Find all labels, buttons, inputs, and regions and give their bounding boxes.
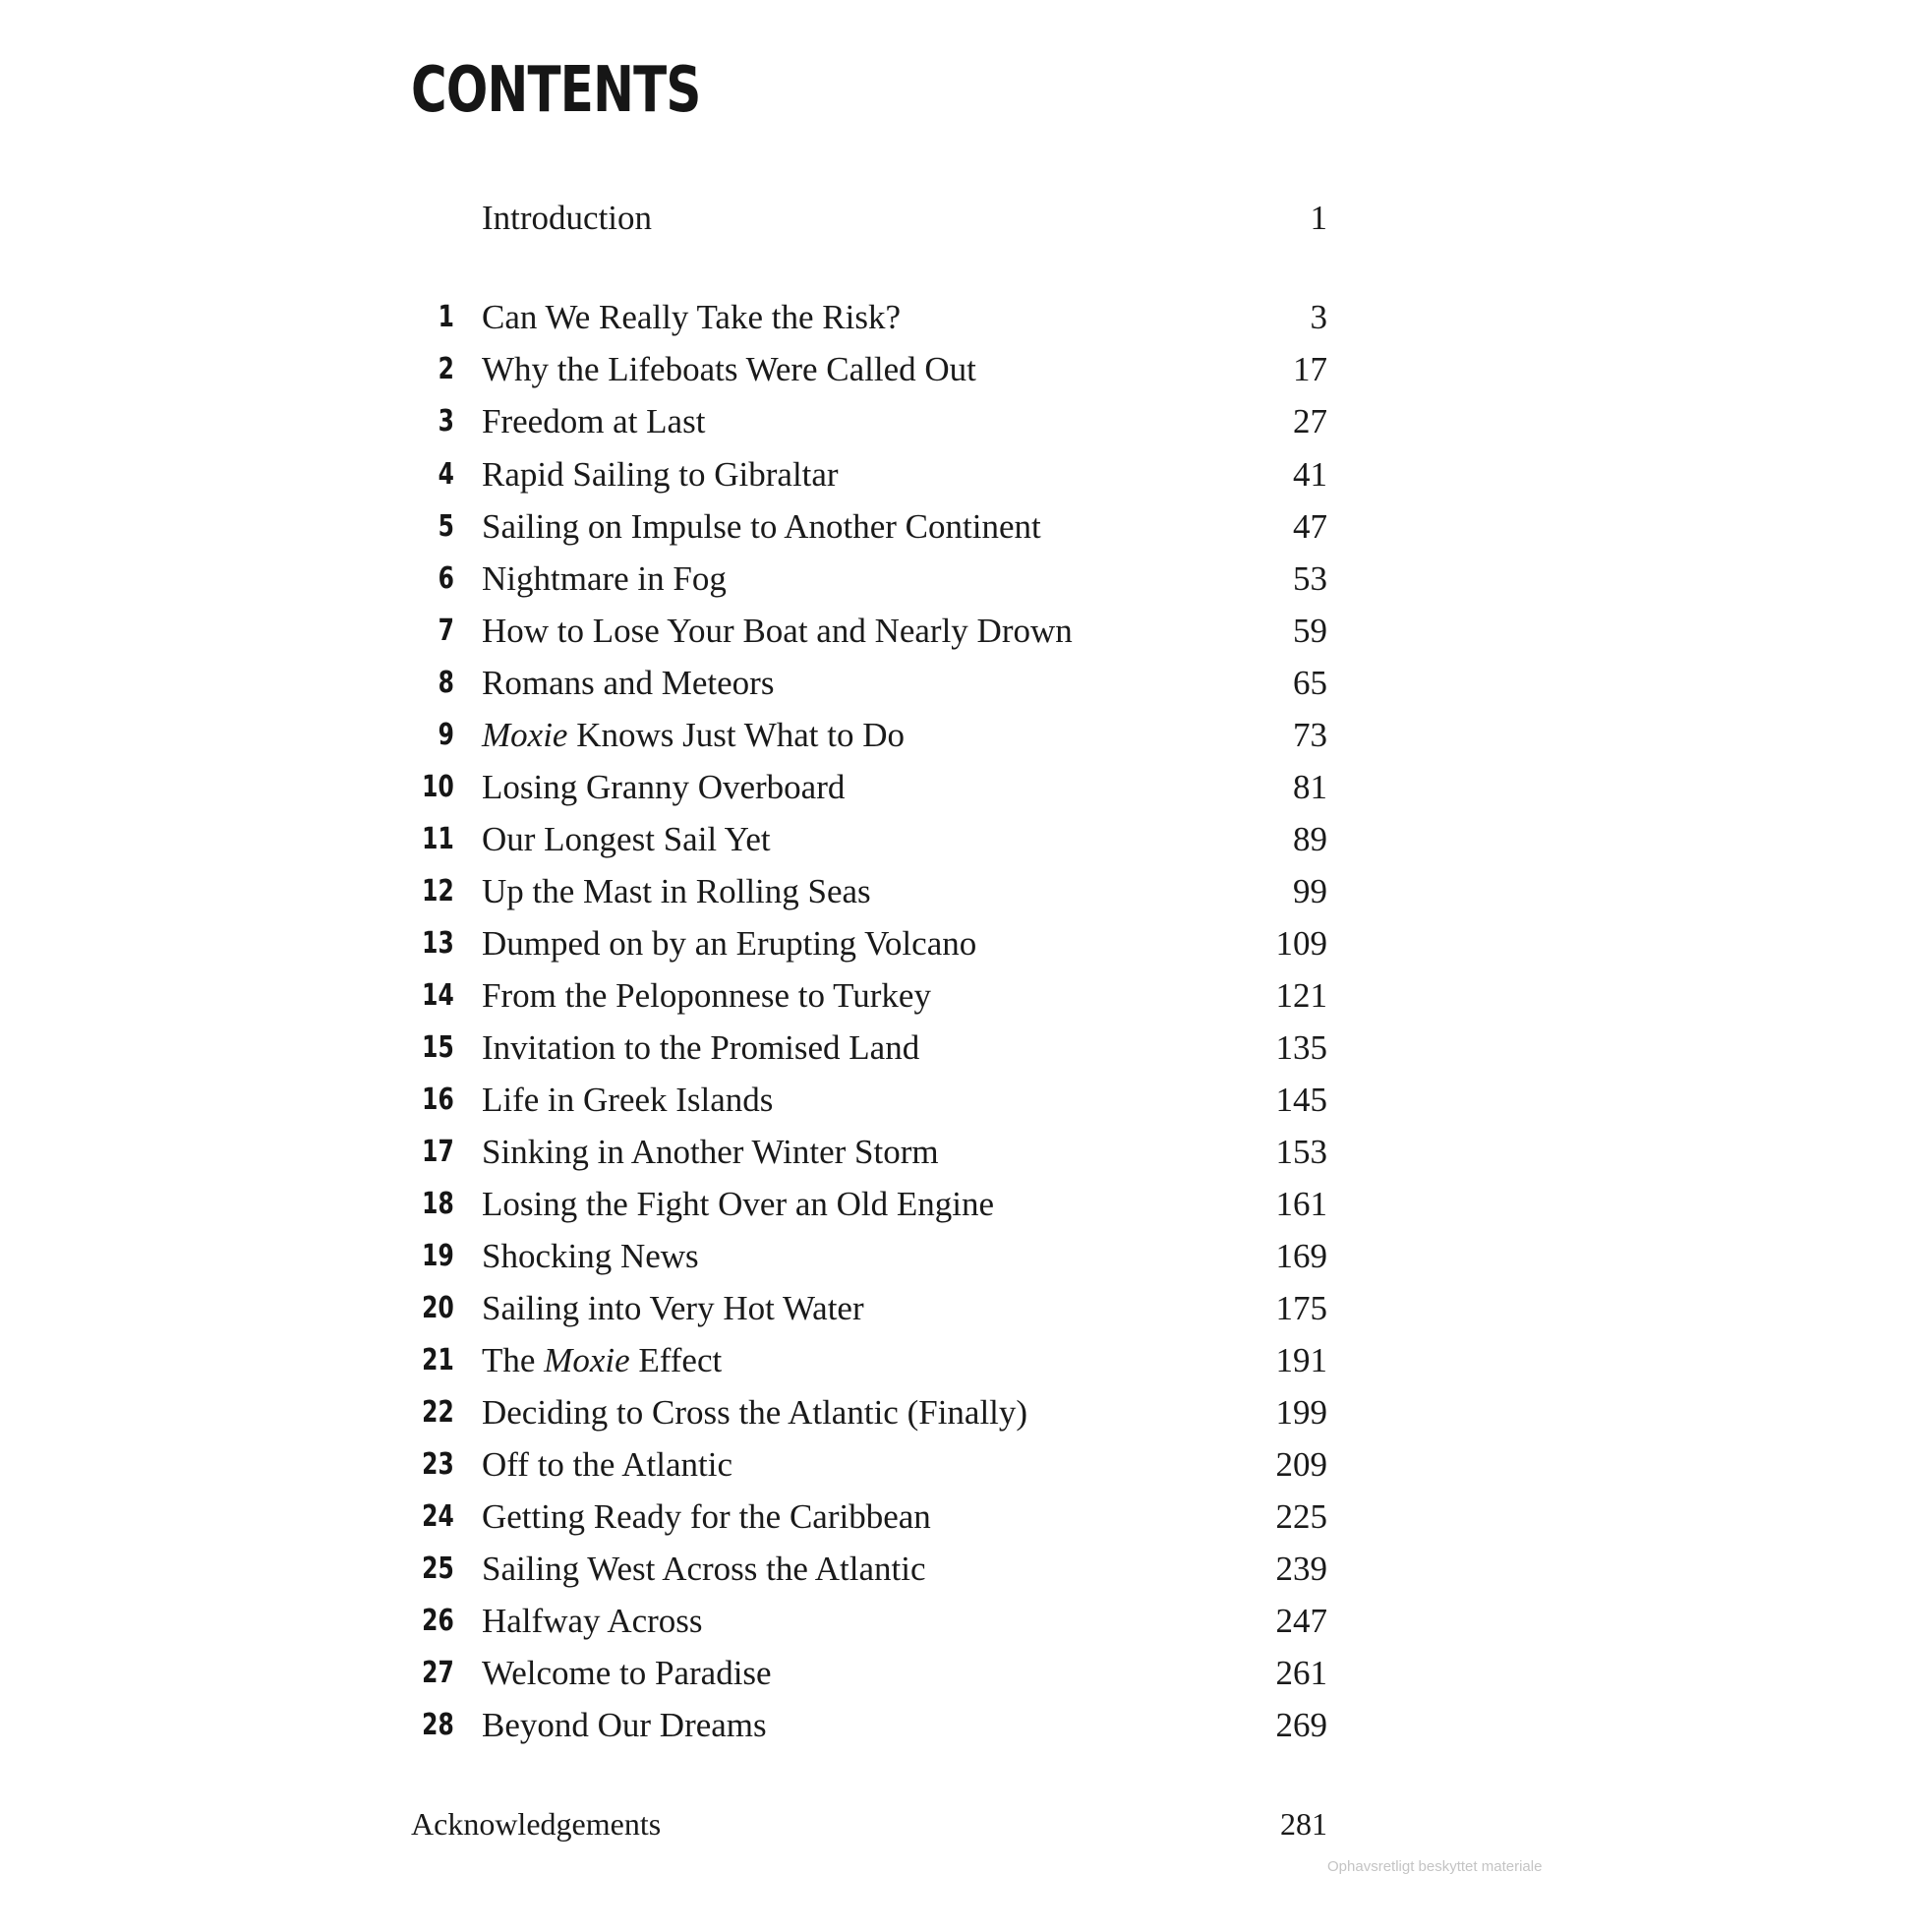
chapter-number: 11 [422, 822, 454, 856]
copyright-watermark: Ophavsretligt beskyttet materiale [1327, 1858, 1543, 1875]
chapter-number: 13 [422, 926, 454, 961]
toc-row-chapter [0, 657, 1932, 709]
toc-entry-title: Losing the Fight Over an Old Engine [482, 1185, 995, 1223]
toc-entry-title: Sinking in Another Winter Storm [482, 1133, 939, 1171]
toc-page-number: 65 [1293, 664, 1327, 702]
toc-page-number: 145 [1275, 1081, 1327, 1119]
toc-row-chapter [0, 553, 1932, 605]
toc-entry-title-lead: The [482, 1341, 545, 1379]
page-title: CONTENTS [411, 54, 701, 127]
toc-row-chapter [0, 1282, 1932, 1334]
toc-entry-title: Sailing into Very Hot Water [482, 1289, 864, 1327]
chapter-number: 14 [422, 978, 454, 1013]
toc-entry-title: Nightmare in Fog [482, 559, 727, 598]
toc-row-chapter [0, 1543, 1932, 1595]
toc-entry-title: How to Lose Your Boat and Nearly Drown [482, 612, 1073, 650]
chapter-number: 25 [422, 1551, 454, 1586]
toc-page-number: 281 [1280, 1806, 1327, 1842]
toc-entry-title: Why the Lifeboats Were Called Out [482, 350, 976, 388]
toc-page-number: 27 [1293, 402, 1327, 440]
toc-page-number: 169 [1275, 1237, 1327, 1275]
toc-page-number: 247 [1275, 1602, 1327, 1640]
toc-entry-title: Sailing on Impulse to Another Continent [482, 507, 1041, 546]
toc-page-number: 89 [1293, 820, 1327, 858]
toc-row-chapter [0, 813, 1932, 865]
toc-page-number: 175 [1275, 1289, 1327, 1327]
toc-page-number: 1 [1310, 199, 1327, 237]
toc-page-number: 135 [1275, 1028, 1327, 1067]
toc-row-chapter [0, 605, 1932, 657]
toc-entry-title: Off to the Atlantic [482, 1445, 732, 1484]
toc-entry-title-rest: Knows Just What to Do [567, 716, 906, 754]
chapter-number: 6 [438, 561, 454, 596]
chapter-number: 10 [422, 770, 454, 804]
toc-row-chapter [0, 291, 1932, 343]
toc-page-number: 17 [1293, 350, 1327, 388]
chapter-number: 12 [422, 874, 454, 908]
chapter-number: 1 [438, 300, 454, 334]
toc-row-chapter [0, 917, 1932, 969]
toc-entry-title: Getting Ready for the Caribbean [482, 1497, 931, 1536]
toc-row-chapter [0, 1647, 1932, 1699]
chapter-number: 9 [438, 718, 454, 752]
toc-page-number: 153 [1275, 1133, 1327, 1171]
toc-page-number: 3 [1310, 298, 1327, 336]
chapter-number: 3 [438, 404, 454, 439]
chapter-number: 8 [438, 666, 454, 700]
toc-page-number: 47 [1293, 507, 1327, 546]
toc-page-number: 53 [1293, 559, 1327, 598]
chapter-number: 18 [422, 1187, 454, 1221]
toc-page-number: 109 [1275, 924, 1327, 963]
toc-entry-title: Our Longest Sail Yet [482, 820, 771, 858]
toc-entry-title: Halfway Across [482, 1602, 703, 1640]
chapter-number: 21 [422, 1343, 454, 1377]
chapter-number: 20 [422, 1291, 454, 1325]
toc-row-chapter [0, 1074, 1932, 1126]
toc-entry-title: Losing Granny Overboard [482, 768, 846, 806]
toc-entry-title-italic: Moxie [544, 1341, 630, 1379]
chapter-number: 24 [422, 1499, 454, 1534]
toc-entry-title: Up the Mast in Rolling Seas [482, 872, 871, 910]
chapter-number: 27 [422, 1656, 454, 1690]
toc-entry-title: Life in Greek Islands [482, 1081, 774, 1119]
toc-entry-title [482, 709, 905, 761]
toc-entry-title [482, 1334, 722, 1386]
toc-row-chapter [0, 1230, 1932, 1282]
toc-entry-title: Introduction [482, 199, 653, 237]
toc-page-number: 269 [1275, 1706, 1327, 1744]
toc-row-chapter [0, 1438, 1932, 1491]
toc-page-number: 225 [1275, 1497, 1327, 1536]
toc-row-chapter [0, 448, 1932, 500]
toc-row-chapter [0, 1595, 1932, 1647]
chapter-number: 28 [422, 1708, 454, 1742]
toc-row-introduction [0, 192, 1932, 244]
toc-page-number: 261 [1275, 1654, 1327, 1692]
toc-entry-title: Acknowledgements [411, 1806, 662, 1842]
toc-row-chapter [0, 1386, 1932, 1438]
chapter-number: 19 [422, 1239, 454, 1273]
chapter-number: 15 [422, 1030, 454, 1065]
chapter-number: 22 [422, 1395, 454, 1430]
toc-row-chapter [0, 1334, 1932, 1386]
toc-row-chapter [0, 395, 1932, 447]
chapter-number: 5 [438, 509, 454, 544]
chapter-number: 16 [422, 1083, 454, 1117]
toc-page-number: 81 [1293, 768, 1327, 806]
toc-row-chapter [0, 1699, 1932, 1751]
toc-page-number: 99 [1293, 872, 1327, 910]
toc-page-number: 191 [1275, 1341, 1327, 1379]
toc-entry-title: Romans and Meteors [482, 664, 775, 702]
toc-row-chapter [0, 1178, 1932, 1230]
toc-entry-title-italic: Moxie [482, 716, 568, 754]
chapter-number: 2 [438, 352, 454, 386]
toc-page-number: 121 [1275, 976, 1327, 1015]
toc-row-chapter [0, 1126, 1932, 1178]
toc-entry-title: Beyond Our Dreams [482, 1706, 767, 1744]
toc-page-number: 161 [1275, 1185, 1327, 1223]
toc-row-chapter [0, 969, 1932, 1022]
toc-entry-title: Dumped on by an Erupting Volcano [482, 924, 977, 963]
toc-row-chapter [0, 761, 1932, 813]
toc-page-number: 73 [1293, 716, 1327, 754]
toc-entry-title: Can We Really Take the Risk? [482, 298, 901, 336]
toc-entry-title: Freedom at Last [482, 402, 706, 440]
toc-entry-title: Sailing West Across the Atlantic [482, 1550, 926, 1588]
toc-row-acknowledgements [0, 1798, 1932, 1850]
toc-entry-title: Deciding to Cross the Atlantic (Finally) [482, 1393, 1028, 1432]
toc-row-chapter [0, 343, 1932, 395]
toc-entry-title: From the Peloponnese to Turkey [482, 976, 931, 1015]
toc-page-number: 41 [1293, 455, 1327, 494]
toc-page-number: 199 [1275, 1393, 1327, 1432]
toc-row-chapter [0, 865, 1932, 917]
toc-entry-title: Shocking News [482, 1237, 699, 1275]
toc-entry-title-rest: Effect [629, 1341, 723, 1379]
chapter-number: 4 [438, 457, 454, 492]
toc-row-chapter [0, 1022, 1932, 1074]
toc-entry-title: Rapid Sailing to Gibraltar [482, 455, 839, 494]
toc-row-chapter [0, 500, 1932, 553]
chapter-number: 17 [422, 1135, 454, 1169]
chapter-number: 26 [422, 1604, 454, 1638]
toc-entry-title: Invitation to the Promised Land [482, 1028, 920, 1067]
chapter-number: 23 [422, 1447, 454, 1482]
toc-entry-title: Welcome to Paradise [482, 1654, 772, 1692]
toc-page-number: 239 [1275, 1550, 1327, 1588]
toc-page-number: 209 [1275, 1445, 1327, 1484]
toc-row-chapter [0, 1491, 1932, 1543]
toc-row-chapter [0, 709, 1932, 761]
chapter-number: 7 [438, 614, 454, 648]
toc-page-number: 59 [1293, 612, 1327, 650]
